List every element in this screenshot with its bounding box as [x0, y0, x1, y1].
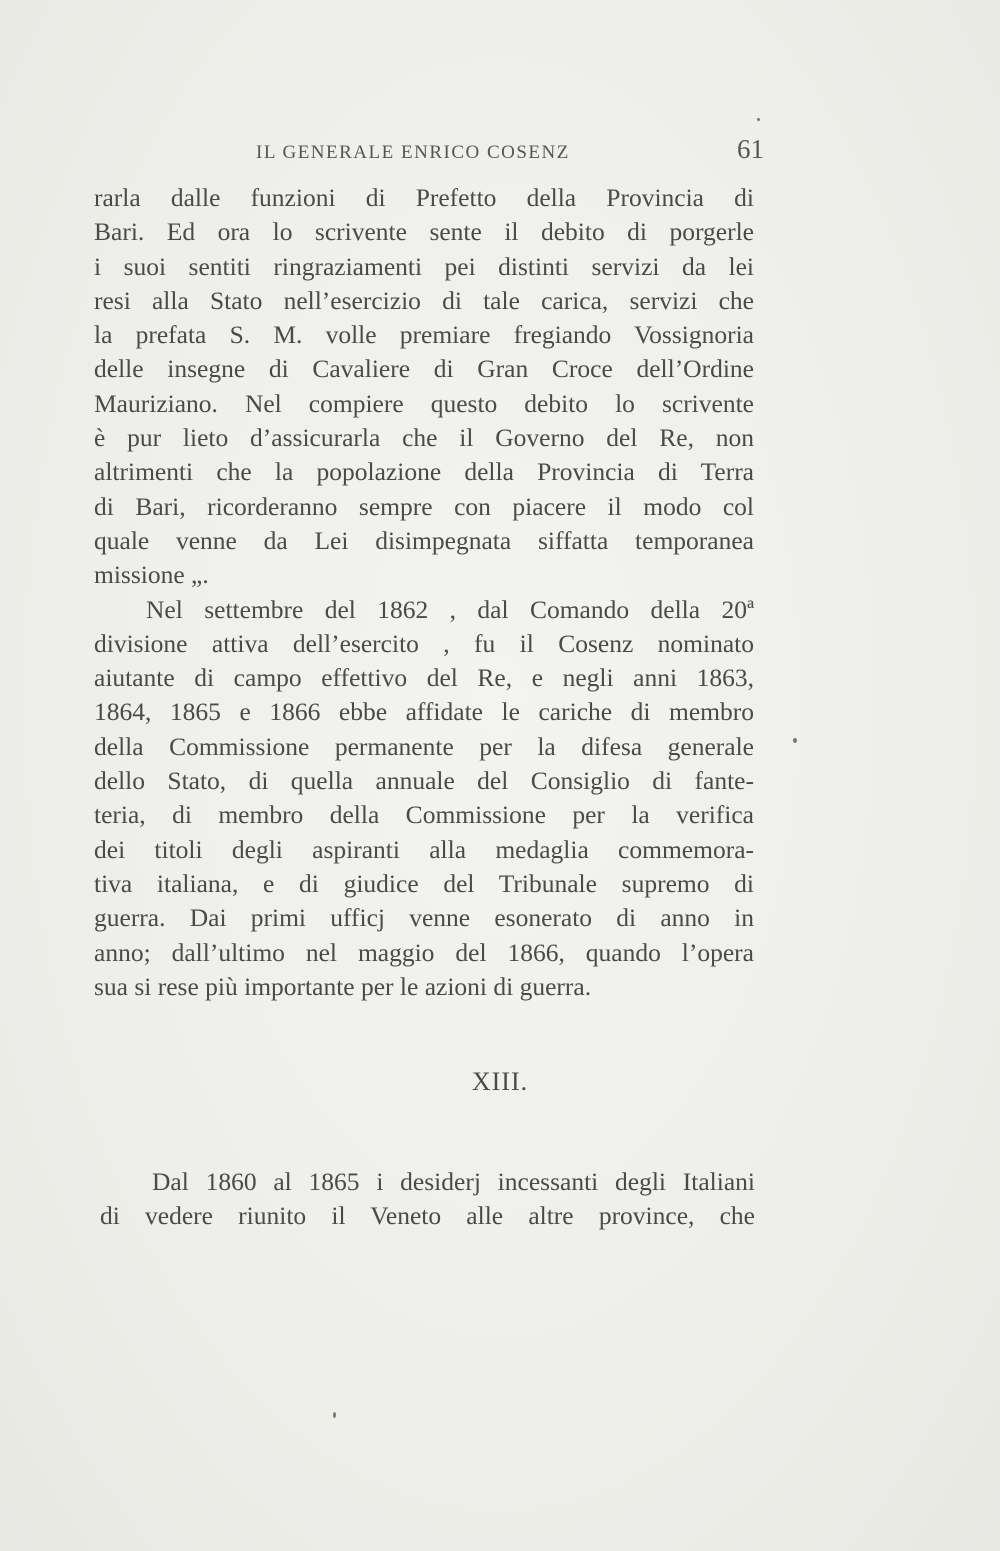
page-number: 61 [737, 134, 764, 164]
text-line: Nel settembre del 1862 , dal Comando della 20ª [146, 594, 754, 624]
text-line: Bari. Ed ora lo scrivente sente il debito di porgerle [94, 217, 754, 247]
text-line: sua si rese più importante per le azioni di guerra. [94, 971, 592, 1001]
text-line: 1864, 1865 e 1866 ebbe affidate le cariche di membro [94, 697, 754, 727]
text-line: missione „. [94, 560, 209, 590]
text-line: rarla dalle funzioni di Prefetto della Provincia di [94, 183, 754, 212]
text-line: tiva italiana, e di giudice del Tribunale supremo di [94, 868, 754, 898]
text-line: teria, di membro della Commissione per la verifica [94, 800, 754, 830]
text-line: divisione attiva dell’esercito , fu il Cosenz nominato [94, 628, 754, 658]
text-line: aiutante di campo effettivo del Re, e negli anni 1863, [94, 663, 754, 693]
text-line: di vedere riunito il Veneto alle altre province, che [100, 1201, 755, 1231]
ink-speck [793, 738, 797, 743]
text-line: i suoi sentiti ringraziamenti pei distinti servizi da lei [94, 251, 754, 281]
paragraph-3 [100, 1165, 755, 1234]
text-line: altrimenti che la popolazione della Provincia di Terra [94, 457, 754, 487]
running-head [94, 128, 764, 168]
ink-speck [333, 1412, 336, 1418]
text-line: è pur lieto d’assicurarla che il Governo del Re, non [94, 423, 754, 453]
body-text [94, 181, 754, 1004]
text-line: dello Stato, di quella annuale del Consiglio di fante- [94, 766, 754, 796]
ink-speck [757, 118, 760, 121]
text-line: quale venne da Lei disimpegnata siffatta temporanea [94, 525, 754, 555]
text-line: Dal 1860 al 1865 i desiderj incessanti degli Italiani [152, 1167, 755, 1196]
text-line: la prefata S. M. volle premiare fregiando Vossignoria [94, 320, 754, 350]
section-heading: XIII. [471, 1067, 529, 1096]
text-line: di Bari, ricorderanno sempre con piacere il modo col [94, 491, 754, 521]
text-line: della Commissione permanente per la difesa generale [94, 731, 754, 761]
running-head-title: IL GENERALE ENRICO COSENZ [256, 142, 570, 163]
text-line: anno; dall’ultimo nel maggio del 1866, quando l’opera [94, 937, 754, 967]
text-line: Mauriziano. Nel compiere questo debito lo scrivente [94, 388, 754, 418]
text-line: delle insegne di Cavaliere di Gran Croce dell’Ordine [94, 354, 754, 384]
paragraph-1 [94, 181, 754, 593]
paragraph-2 [94, 593, 754, 1005]
text-line: guerra. Dai primi ufficj venne esonerato di anno in [94, 903, 754, 933]
text-line: dei titoli degli aspiranti alla medaglia commemora- [94, 834, 754, 864]
text-line: resi alla Stato nell’esercizio di tale carica, servizi che [94, 285, 754, 315]
